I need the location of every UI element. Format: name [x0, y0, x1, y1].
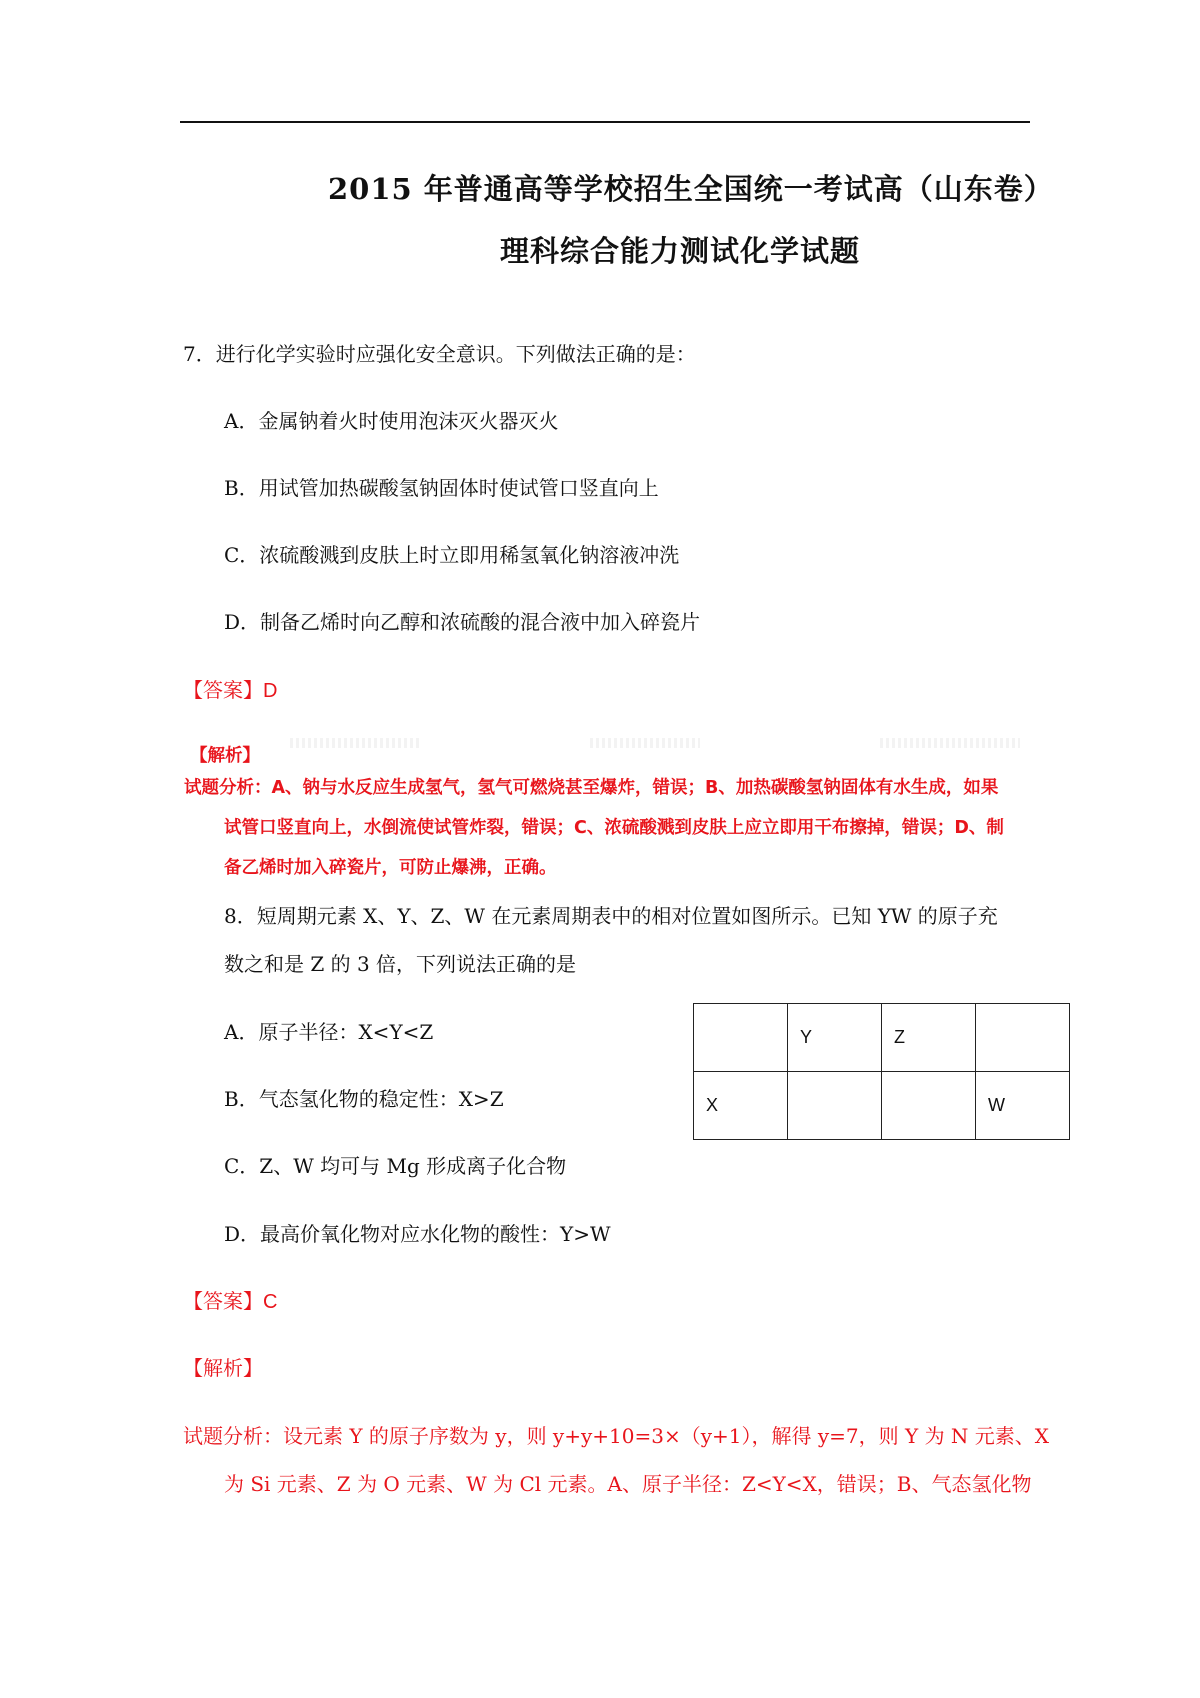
q7-option-c: C．浓硫酸溅到皮肤上时立即用稀氢氧化钠溶液冲洗	[224, 543, 680, 567]
table-cell	[882, 1072, 976, 1140]
q8-analysis-line2: 为 Si 元素、Z 为 O 元素、W 为 Cl 元素。A、原子半径：Z<Y<X，错误；B、气态氢化物	[224, 1472, 1032, 1496]
q7-analysis-line1: 试题分析：A、钠与水反应生成氢气，氢气可燃烧甚至爆炸，错误；B、加热碳酸氢钠固体有水生成，如果	[184, 778, 999, 798]
table-cell: Z	[882, 1004, 976, 1072]
q7-answer	[183, 674, 277, 703]
table-cell	[694, 1004, 788, 1072]
scan-noise	[590, 738, 700, 748]
table-cell: W	[976, 1072, 1070, 1140]
table-row	[694, 1072, 1070, 1140]
q7-analysis-label: 【解析】	[190, 746, 260, 766]
exam-title-line1: 2015 年普通高等学校招生全国统一考试高（山东卷）	[328, 172, 1054, 206]
q7-stem: 7．进行化学实验时应强化安全意识。下列做法正确的是：	[183, 342, 696, 366]
q8-option-d: D．最高价氧化物对应水化物的酸性：Y>W	[224, 1222, 611, 1246]
q8-answer-value: C	[263, 1291, 278, 1313]
q7-analysis-line2: 试管口竖直向上，水倒流使试管炸裂，错误；C、浓硫酸溅到皮肤上应立即用干布擦掉，错误；D、制	[224, 818, 1004, 838]
q8-stem-line2: 数之和是 Z 的 3 倍，下列说法正确的是	[224, 952, 577, 976]
table-cell	[976, 1004, 1070, 1072]
q7-option-a: A．金属钠着火时使用泡沫灭火器灭火	[224, 409, 559, 433]
table-cell: X	[694, 1072, 788, 1140]
q7-answer-value: D	[263, 680, 278, 702]
q7-answer-label: 【答案】	[183, 678, 263, 702]
q8-option-a: A．原子半径：X<Y<Z	[224, 1020, 434, 1044]
q7-option-b: B．用试管加热碳酸氢钠固体时使试管口竖直向上	[224, 476, 659, 500]
exam-title-line2: 理科综合能力测试化学试题	[500, 234, 861, 268]
header-rule	[180, 121, 1030, 123]
q7-option-d: D．制备乙烯时向乙醇和浓硫酸的混合液中加入碎瓷片	[224, 610, 701, 634]
q7-analysis-line3: 备乙烯时加入碎瓷片，可防止爆沸，正确。	[224, 858, 557, 878]
table-cell: Y	[788, 1004, 882, 1072]
scan-noise	[290, 738, 420, 748]
q8-analysis-line1: 试题分析：设元素 Y 的原子序数为 y，则 y+y+10=3×（y+1），解得 y=7，则 Y 为 N 元素、X	[183, 1424, 1050, 1448]
q8-option-b: B．气态氢化物的稳定性：X>Z	[224, 1087, 504, 1111]
q8-answer-label: 【答案】	[183, 1289, 263, 1313]
periodic-table-grid	[693, 1003, 1070, 1140]
scan-noise	[880, 738, 1020, 748]
q8-stem-line1: 8．短周期元素 X、Y、Z、W 在元素周期表中的相对位置如图所示。已知 YW 的原子充	[224, 904, 998, 928]
q8-analysis-label: 【解析】	[183, 1356, 263, 1380]
q8-option-c: C．Z、W 均可与 Mg 形成离子化合物	[224, 1154, 567, 1178]
table-cell	[788, 1072, 882, 1140]
table-row	[694, 1004, 1070, 1072]
q8-answer	[183, 1285, 277, 1314]
